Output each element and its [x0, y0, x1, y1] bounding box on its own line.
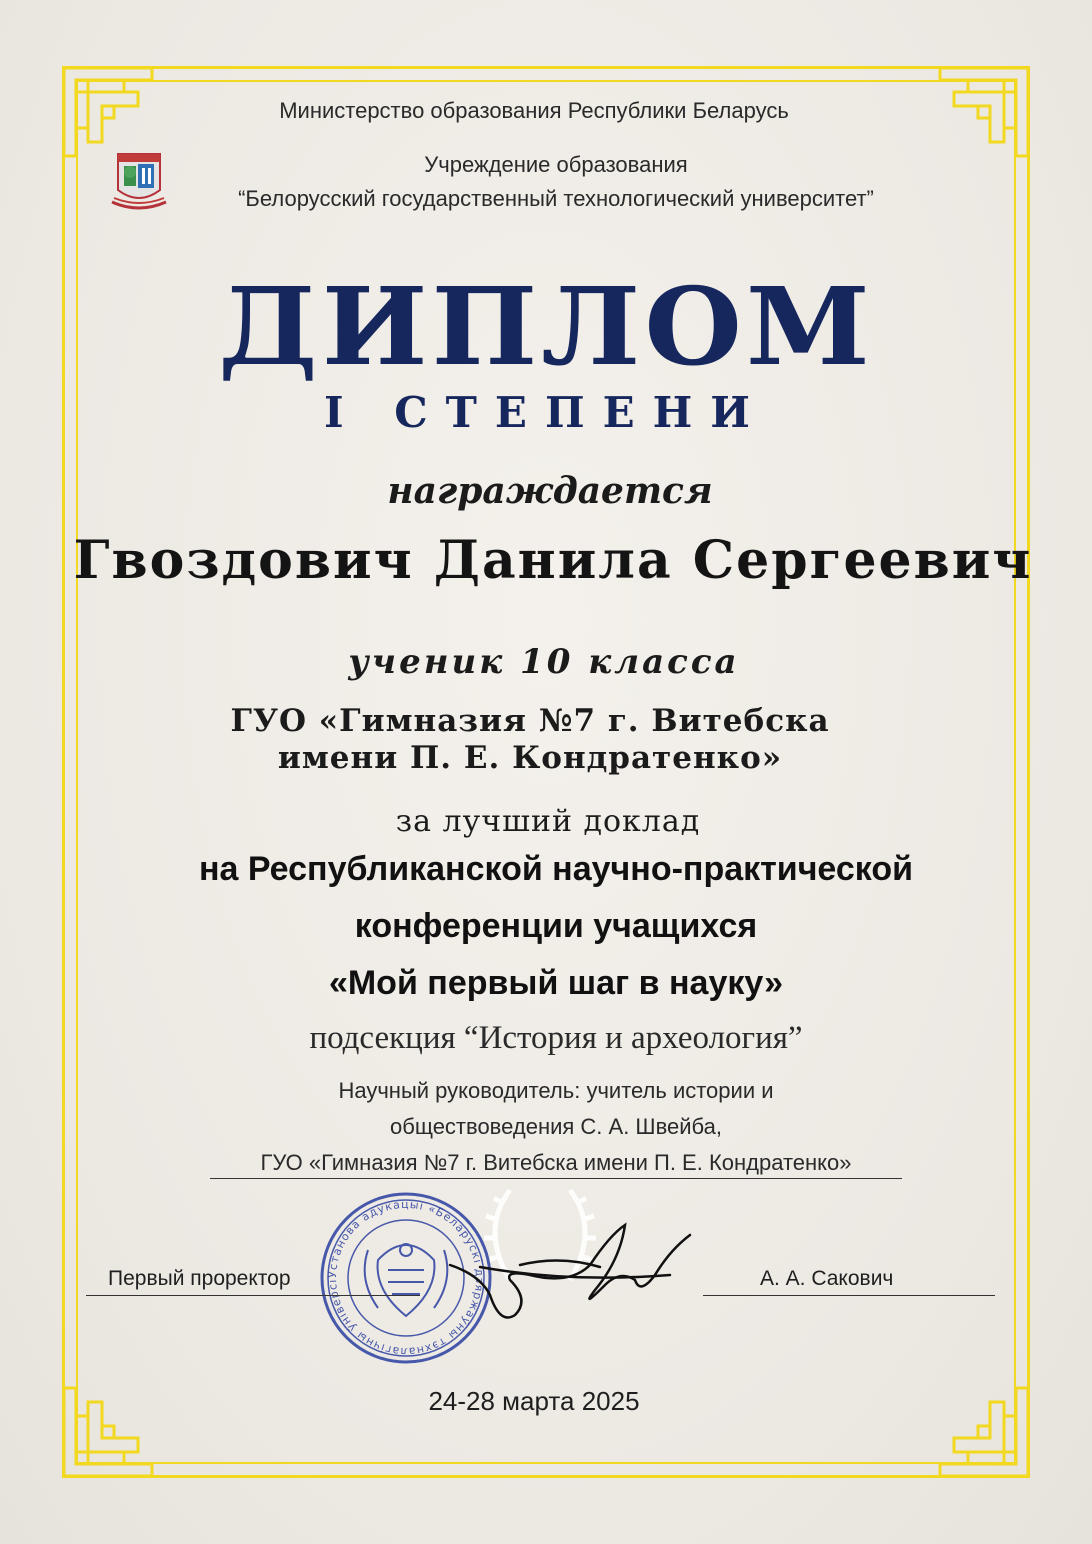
- conference-line2: конференции учащихся: [354, 907, 758, 945]
- conference-line1: на Республиканской научно-практической: [198, 850, 914, 888]
- signer-name: А. А. Сакович: [760, 1267, 894, 1290]
- diploma-degree: I СТЕПЕНИ: [323, 388, 768, 437]
- school-name-line2: имени П. Е. Кондратенко»: [277, 740, 783, 776]
- supervisor-line2: обществоведения С. А. Швейба,: [390, 1114, 722, 1139]
- awarded-caption: награждается: [387, 470, 713, 512]
- stamp-text: Установа адукацыі «Беларускі дзяржаўны тэхналагічны ўніверсі: [325, 1197, 487, 1359]
- recipient-name: Гвоздович Данила Сергеевич: [73, 530, 1033, 591]
- award-reason: за лучший доклад: [395, 804, 701, 839]
- supervisor-line1: Научный руководитель: учитель истории и: [338, 1078, 774, 1103]
- subsection-label: подсекция “История и археология”: [309, 1020, 803, 1056]
- signer-position: Первый проректор: [108, 1267, 291, 1290]
- event-date: 24-28 марта 2025: [428, 1386, 640, 1416]
- conference-title: «Мой первый шаг в науку»: [328, 964, 784, 1002]
- diploma-title: ДИПЛОМ: [218, 265, 874, 390]
- supervisor-line3: ГУО «Гимназия №7 г. Витебска имени П. Е. Кондратенко»: [210, 1150, 902, 1179]
- institution-name: “Белорусский государственный технологический университет”: [238, 186, 874, 211]
- ministry-heading: Министерство образования Республики Беларусь: [279, 98, 789, 123]
- student-grade: ученик 10 класса: [348, 642, 740, 682]
- handwritten-signature: [420, 1205, 710, 1335]
- signature-line-right: [703, 1295, 995, 1296]
- signature-line-left: [86, 1295, 420, 1296]
- institution-type: Учреждение образования: [424, 152, 688, 177]
- school-name-line1: ГУО «Гимназия №7 г. Витебска: [230, 703, 830, 739]
